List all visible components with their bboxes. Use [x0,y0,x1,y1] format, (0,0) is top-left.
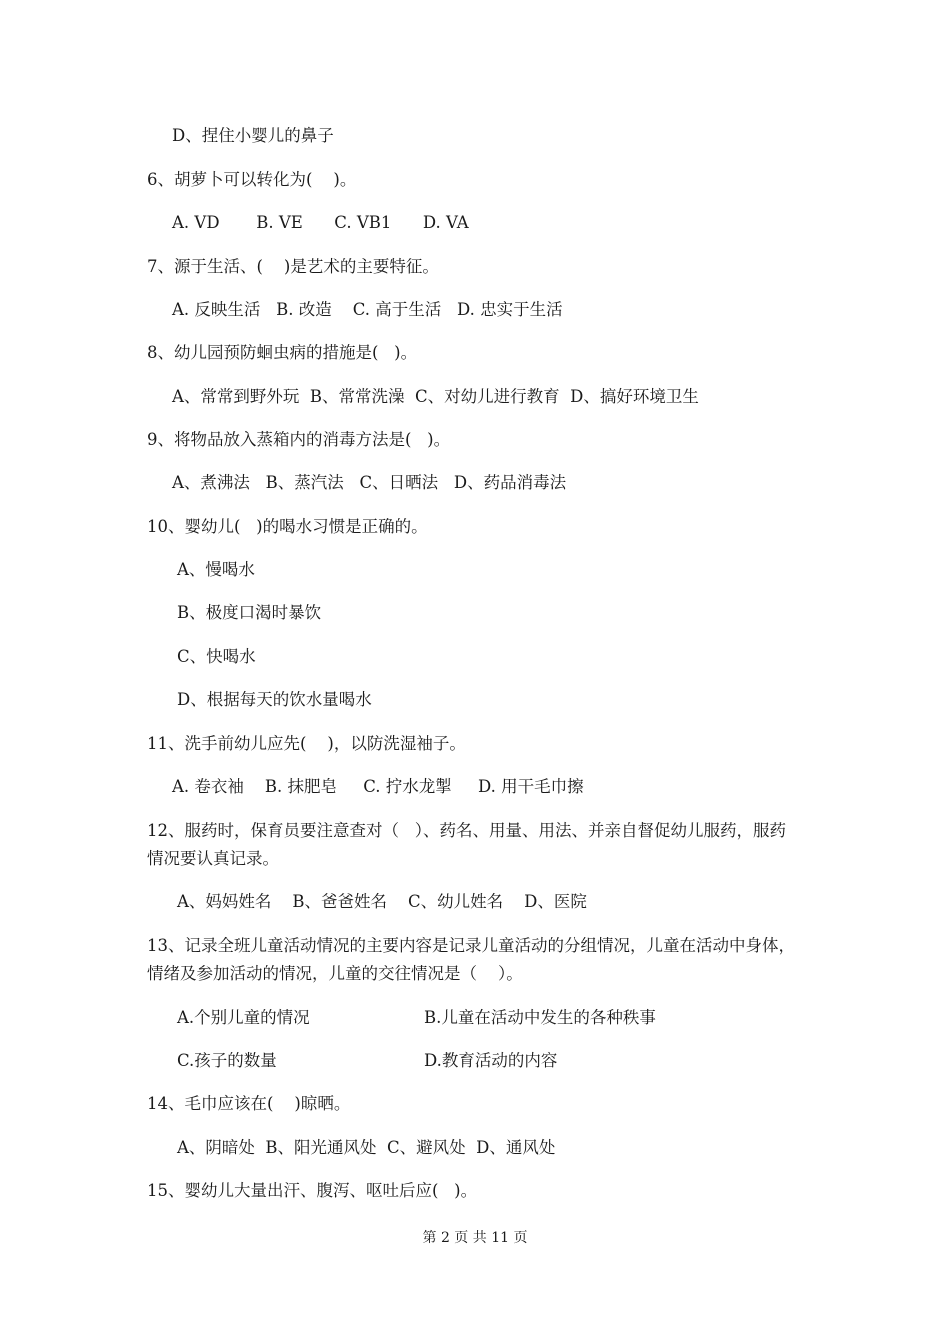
question-12-line-2: 情况要认真记录。 [147,849,279,868]
question-10: 10、婴幼儿( )的喝水习惯是正确的。 [147,517,428,536]
q10-option-b: B、极度口渴时暴饮 [177,603,322,622]
question-11: 11、洗手前幼儿应先( )，以防洗湿袖子。 [147,734,466,753]
question-6: 6、胡萝卜可以转化为( )。 [147,170,357,189]
question-15: 15、婴幼儿大量出汗、腹泻、呕吐后应( )。 [147,1181,478,1200]
question-8: 8、幼儿园预防蛔虫病的措施是( )。 [147,343,418,362]
q12-options: A、妈妈姓名 B、爸爸姓名 C、幼儿姓名 D、医院 [177,892,587,911]
q6-options: A. VD B. VE C. VB1 D. VA [172,213,469,232]
page-number-footer: 第 2 页 共 11 页 [422,1230,528,1246]
q14-options: A、阴暗处 B、阳光通风处 C、避风处 D、通风处 [177,1138,556,1157]
q10-option-c: C、快喝水 [177,647,256,666]
q11-options: A. 卷衣袖 B. 抹肥皂 C. 拧水龙掣 D. 用干毛巾擦 [172,777,584,796]
question-13-line-1: 13、记录全班儿童活动情况的主要内容是记录儿童活动的分组情况，儿童在活动中身体， [147,936,795,955]
question-9: 9、将物品放入蒸箱内的消毒方法是( )。 [147,430,451,449]
q5-option-d: D、捏住小婴儿的鼻子 [172,126,334,145]
q13-option-a: A.个别儿童的情况 [177,1008,310,1027]
q13-option-d: D.教育活动的内容 [424,1051,558,1070]
q9-options: A、煮沸法 B、蒸汽法 C、日晒法 D、药品消毒法 [172,473,567,492]
q7-options: A. 反映生活 B. 改造 C. 高于生活 D. 忠实于生活 [172,300,563,319]
question-12-line-1: 12、服药时，保育员要注意查对（ ）、药名、用量、用法、并亲自督促幼儿服药，服药 [147,821,786,840]
q8-options: A、常常到野外玩 B、常常洗澡 C、对幼儿进行教育 D、搞好环境卫生 [172,387,699,406]
question-13-line-2: 情绪及参加活动的情况，儿童的交往情况是（ ）。 [147,964,523,983]
q13-option-c: C.孩子的数量 [177,1051,277,1070]
q13-option-b: B.儿童在活动中发生的各种秩事 [424,1008,656,1027]
q10-option-d: D、根据每天的饮水量喝水 [177,690,372,709]
question-14: 14、毛巾应该在( )晾晒。 [147,1094,351,1113]
question-7: 7、源于生活、( )是艺术的主要特征。 [147,257,439,276]
q10-option-a: A、慢喝水 [177,560,255,579]
